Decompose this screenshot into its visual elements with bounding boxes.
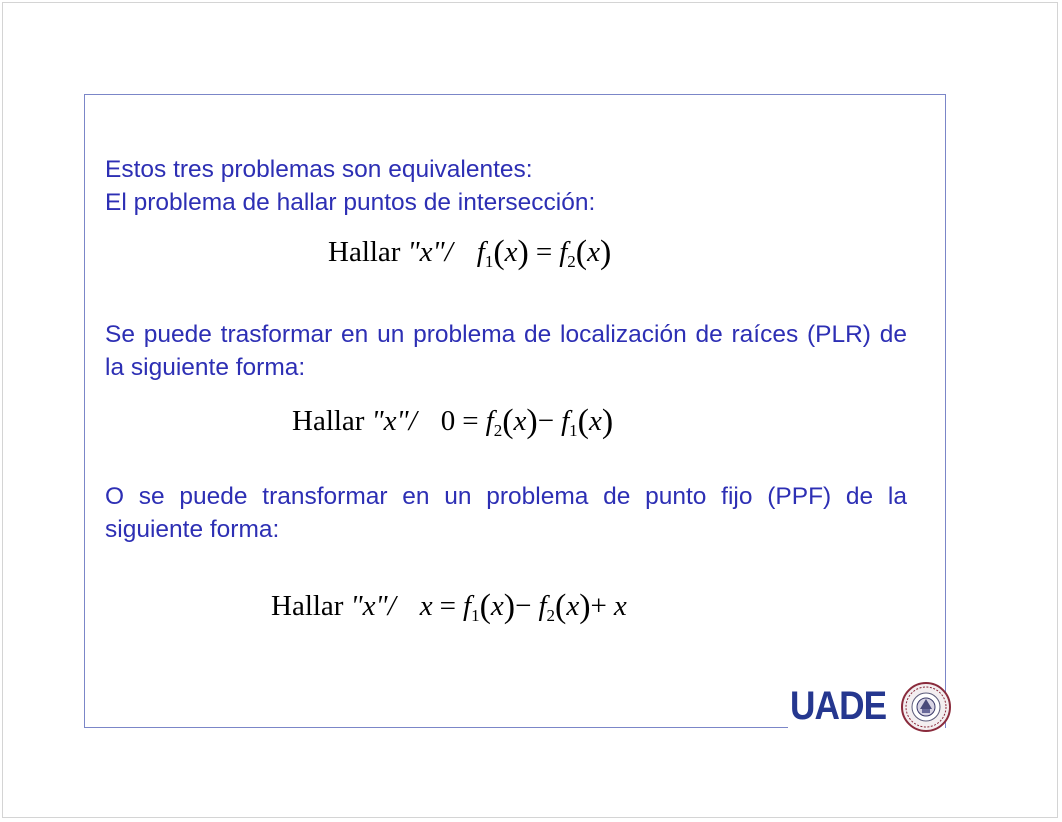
eq2-x1: x [513,405,527,437]
eq2-sub2: 2 [493,421,503,440]
eq3-sub2: 2 [546,606,556,625]
eq3-x-lhs: x [419,590,433,622]
eq2-x2: x [588,405,602,437]
ppf-paragraph: O se puede transformar en un problema de punto fijo (PPF) de la siguiente forma: [105,483,907,543]
intro-paragraph [105,153,907,219]
university-seal-icon [900,681,952,733]
equation-intersection: Hallar "x"/ $f_1(x) = f_2(x)$ [328,234,612,271]
eq1-quote-x: "x"/ [407,236,453,268]
eq1-f1: f [476,236,485,268]
slide-frame-bottom-line [84,727,788,728]
eq1-f2: f [559,236,568,268]
eq1-hallar: Hallar [328,236,401,268]
eq3-f2: f [538,590,547,622]
eq3-f1: f [463,590,472,622]
eq3-equals: = [439,590,456,622]
eq2-equals: = [462,405,479,437]
eq3-x-end: x [613,590,627,622]
eq3-sub1: 1 [471,606,480,625]
eq1-sub2: 2 [567,252,576,271]
equation-ppf: Hallar "x"/ $x = f_1(x)- f_2(x)+ x$ [271,588,627,625]
eq2-zero: 0 [440,405,456,437]
eq2-sub1: 1 [569,421,578,440]
eq1-equals: = [535,236,553,268]
intro-line-1: Estos tres problemas son equivalentes: [105,156,533,183]
eq1-x2: x [587,236,600,268]
eq2-f2: f [485,405,494,437]
eq3-plus: + [590,590,607,622]
eq3-quote-x: "x"/ [350,590,396,622]
eq2-hallar: Hallar [292,405,365,437]
eq3-hallar: Hallar [271,590,344,622]
equation-plr: Hallar "x"/ $0 = f_2(x)- f_1(x)$ [292,403,614,440]
eq1-x1: x [504,236,518,268]
eq1-sub1: 1 [484,252,494,271]
eq2-quote-x: "x"/ [371,405,417,437]
eq2-f1: f [561,405,570,437]
intro-line-2: El problema de hallar puntos de intersección: [105,189,596,216]
eq3-x1: x [490,590,504,622]
eq3-x2: x [566,590,580,622]
eq3-minus: − [515,590,532,622]
eq2-minus: − [537,405,555,437]
uade-logo-text: UADE [790,683,887,728]
plr-paragraph: Se puede trasformar en un problema de localización de raíces (PLR) de la siguiente forma: [105,321,907,381]
uade-logo [790,680,899,732]
